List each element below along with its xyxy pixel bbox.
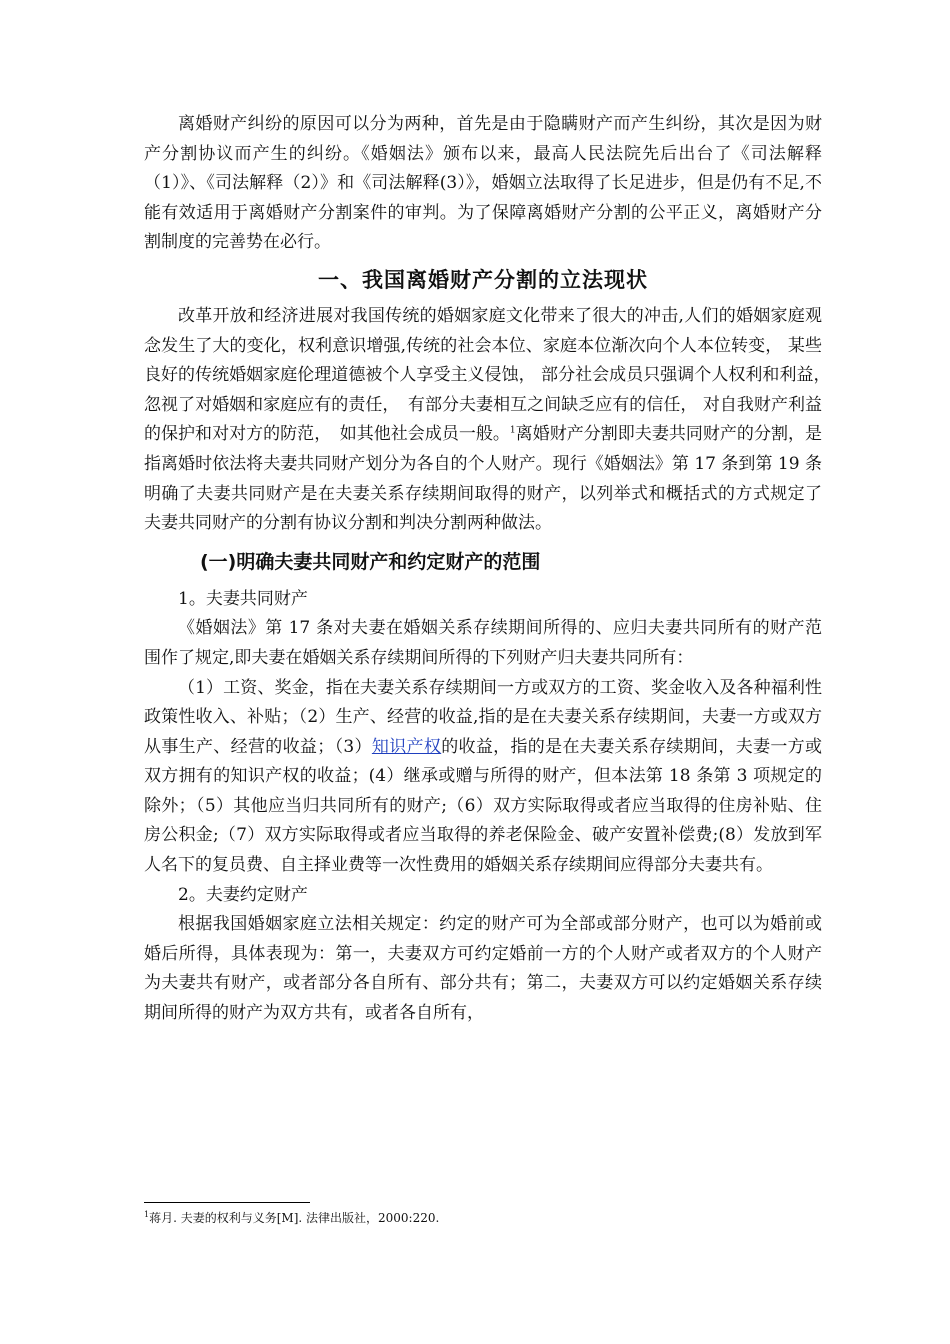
section1-text-a: 改革开放和经济进展对我国传统的婚姻家庭文化带来了很大的冲击,人们的婚姻家庭观念发生了大的变化，权利意识增强,传统的社会本位、家庭本位渐次向个人本位转变， 某些良好的传统婚姻家庭伦理道德被个人享受主义侵蚀， 部分社会成员只强调个人权利和利益， 忽视了对婚姻和家庭应有的责任， 有部分夫妻相互之间缺乏应有的信任， 对自我财产利益的保护和对对方的防范， 如其他社会成员一般。 [144, 305, 839, 445]
list-text-b: 的收益，指的是在夫妻关系存续期间，夫妻一方或双方拥有的知识产权的收益；(4）继承或赠与所得的财产，但本法第 18 条第 3 项规定的除外；（5）其他应当归共同所有的财产;（6）双方实际取得或者应当取得的住房补贴、住房公积金;（7）双方实际取得或者应当取得的养老保险金、破产安置补偿费;(8）发放到军人名下的复员费、自主择业费等一次性费用的婚姻关系存续期间应得部分夫妻共有。 [144, 736, 823, 876]
footnote-divider [144, 1202, 310, 1203]
item2-title: 2。夫妻约定财产 [178, 884, 308, 905]
footnote-reference[interactable]: 1 [509, 425, 516, 436]
section-heading: 一、我国离婚财产分割的立法现状 [318, 267, 648, 292]
footnote-text: 蒋月. 夫妻的权利与义务[M]. 法律出版社，2000:220. [149, 1211, 440, 1225]
property-list-paragraph [144, 674, 822, 881]
list-text-a: （1）工资、奖金，指在夫妻关系存续期间一方或双方的工资、奖金收入及各种福利性政策性收入、补贴；（2）生产、经营的收益,指的是在夫妻关系存续期间，夫妻一方或双方从事生产、经营的收益；（3） [144, 677, 822, 757]
section1-paragraph [144, 302, 839, 539]
section1-text-b: 离婚财产分割即夫妻共同财产的分割，是指离婚时依法将夫妻共同财产划分为各自的个人财产。现行《婚姻法》第 17 条到第 19 条明确了夫妻共同财产是在夫妻关系存续期间取得的财产，以列举式和概括式的方式规定了夫妻共同财产的分割有协议分割和判决分割两种做法。 [144, 424, 823, 534]
footnote [144, 1210, 439, 1226]
intellectual-property-link[interactable]: 知识产权 [371, 736, 442, 757]
item2-paragraph: 根据我国婚姻家庭立法相关规定：约定的财产可为全部或部分财产，也可以为婚前或婚后所得，具体表现为：第一，夫妻双方可约定婚前一方的个人财产或者双方的个人财产为夫妻共有财产，或者部分各自所有、部分共有；第二，夫妻双方可以约定婚姻关系存续期间所得的财产为双方共有，或者各自所有， [144, 914, 822, 1024]
item1-title: 1。夫妻共同财产 [178, 588, 308, 609]
item1-paragraph: 《婚姻法》第 17 条对夫妻在婚姻关系存续期间所得的、应归夫妻共同所有的财产范围作了规定,即夫妻在婚姻关系存续期间所得的下列财产归夫妻共同所有： [144, 618, 822, 668]
subsection-heading: (一)明确夫妻共同财产和约定财产的范围 [200, 550, 541, 573]
footnote-mark: 1 [144, 1210, 150, 1219]
intro-paragraph: 离婚财产纠纷的原因可以分为两种，首先是由于隐瞒财产而产生纠纷，其次是因为财产分割协议而产生的纠纷。《婚姻法》颁布以来，最高人民法院先后出台了《司法解释（1）》、《司法解释（2）》和《司法解释(3）》，婚姻立法取得了长足进步，但是仍有不足,不能有效适用于离婚财产分割案件的审判。为了保障离婚财产分割的公平正义，离婚财产分割制度的完善势在必行。 [144, 114, 822, 253]
